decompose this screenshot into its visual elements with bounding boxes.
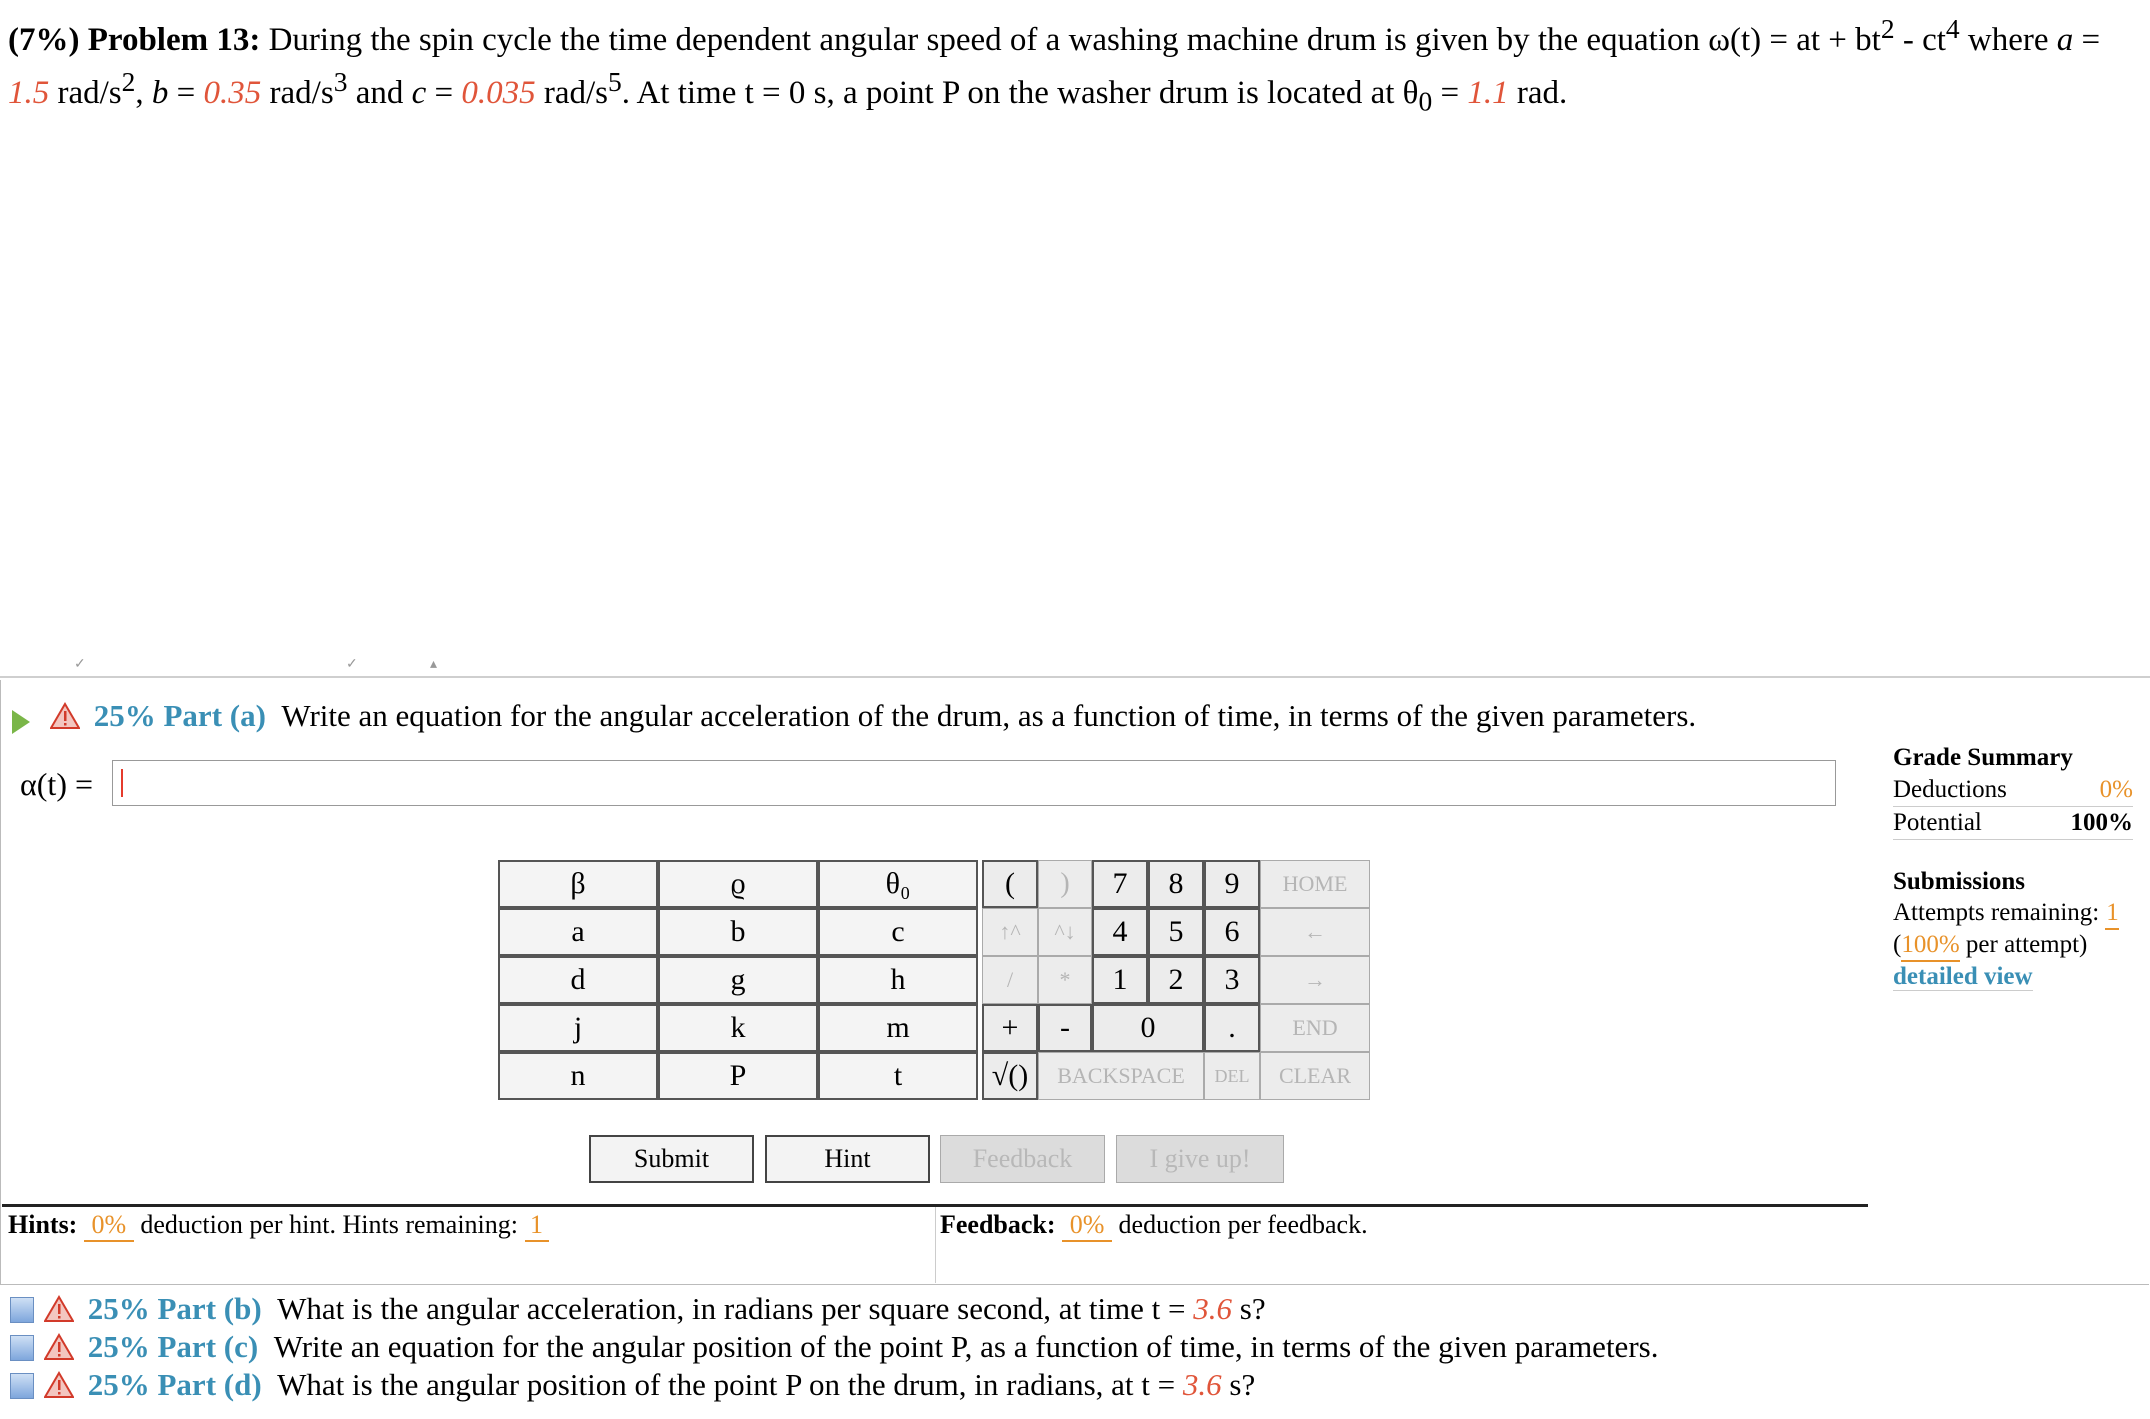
hints-remaining: 1 [525, 1210, 549, 1242]
key-superscript[interactable]: ↑^ [982, 908, 1038, 956]
key-paren-close[interactable]: ) [1038, 860, 1092, 908]
collapsed-part-icon[interactable] [10, 1297, 34, 1323]
part-a-label: Part (a) [163, 698, 266, 733]
problem-weight: (7%) [8, 22, 80, 58]
collapsed-part-icon[interactable] [10, 1373, 34, 1399]
grade-summary: Grade Summary Deductions 0% Potential 100% Submissions Attempts remaining: 1 (100% per attempt) detailed view [1893, 744, 2133, 990]
part-a-header [50, 698, 1696, 734]
play-icon[interactable] [12, 710, 30, 734]
key-right-arrow[interactable]: → [1260, 956, 1370, 1004]
part-b-time: 3.6 [1193, 1291, 1233, 1326]
part-d-header[interactable]: 25% Part (d) What is the angular position of the point P on the drum, in radians, at t = 3.6 s? [10, 1367, 1255, 1403]
key-del[interactable]: DEL [1204, 1052, 1260, 1100]
submit-button[interactable]: Submit [589, 1135, 754, 1183]
key-k[interactable]: k [658, 1004, 818, 1052]
warning-icon [44, 1295, 74, 1323]
key-h[interactable]: h [818, 956, 978, 1004]
feedback-info: Feedback: 0% deduction per feedback. [940, 1210, 1368, 1242]
key-1[interactable]: 1 [1092, 956, 1148, 1004]
key-theta0[interactable]: θ₀ [818, 860, 978, 908]
key-decimal[interactable]: . [1204, 1004, 1260, 1052]
key-multiply[interactable]: * [1038, 956, 1092, 1004]
key-left-arrow[interactable]: ← [1260, 908, 1370, 956]
key-d[interactable]: d [498, 956, 658, 1004]
part-d-time: 3.6 [1182, 1367, 1222, 1402]
part-c-header[interactable]: 25% Part (c) Write an equation for the angular position of the point P, as a function of time, in terms of the given parameters. [10, 1329, 1658, 1365]
key-plus[interactable]: + [982, 1004, 1038, 1052]
detailed-view-link[interactable]: detailed view [1893, 963, 2033, 990]
key-clear[interactable]: CLEAR [1260, 1052, 1370, 1100]
problem-text-1: During the spin cycle the time dependent angular speed of a washing machine drum is given by the equation ω(t) = at + bt [268, 22, 1881, 58]
hint-button[interactable]: Hint [765, 1135, 930, 1183]
key-subscript[interactable]: ^↓ [1038, 908, 1092, 956]
deductions-value: 0% [2099, 776, 2133, 803]
key-7[interactable]: 7 [1092, 860, 1148, 908]
key-3[interactable]: 3 [1204, 956, 1260, 1004]
key-beta[interactable]: β [498, 860, 658, 908]
param-b-value: 0.35 [203, 75, 262, 111]
key-5[interactable]: 5 [1148, 908, 1204, 956]
answer-label: α(t) = [20, 766, 94, 802]
key-g[interactable]: g [658, 956, 818, 1004]
key-paren-open[interactable]: ( [982, 860, 1038, 908]
give-up-button[interactable]: I give up! [1116, 1135, 1284, 1183]
key-a[interactable]: a [498, 908, 658, 956]
key-P[interactable]: P [658, 1052, 818, 1100]
key-rho[interactable]: ϱ [658, 860, 818, 908]
grade-summary-title: Grade Summary [1893, 744, 2073, 771]
key-8[interactable]: 8 [1148, 860, 1204, 908]
section-divider [0, 676, 2150, 678]
warning-icon [44, 1333, 74, 1361]
key-c[interactable]: c [818, 908, 978, 956]
per-attempt-value: 100% [1901, 930, 1959, 962]
param-c-value: 0.035 [461, 75, 536, 111]
warning-icon [44, 1371, 74, 1399]
key-4[interactable]: 4 [1092, 908, 1148, 956]
key-t[interactable]: t [818, 1052, 978, 1100]
key-6[interactable]: 6 [1204, 908, 1260, 956]
key-m[interactable]: m [818, 1004, 978, 1052]
potential-value: 100% [2070, 809, 2133, 836]
key-sqrt[interactable]: √() [982, 1052, 1038, 1100]
key-home[interactable]: HOME [1260, 860, 1370, 908]
problem-title: Problem 13: [87, 22, 261, 58]
key-backspace[interactable]: BACKSPACE [1038, 1052, 1204, 1100]
hints-info: Hints: 0% deduction per hint. Hints remaining: 1 [8, 1210, 549, 1242]
key-minus[interactable]: - [1038, 1004, 1092, 1052]
feedback-deduction: 0% [1062, 1210, 1112, 1242]
part-b-header[interactable]: 25% Part (b) What is the angular acceleration, in radians per square second, at time t = 3.6 s? [10, 1291, 1266, 1327]
key-9[interactable]: 9 [1204, 860, 1260, 908]
key-j[interactable]: j [498, 1004, 658, 1052]
feedback-button[interactable]: Feedback [940, 1135, 1105, 1183]
collapsed-part-icon[interactable] [10, 1335, 34, 1361]
hint-deduction: 0% [84, 1210, 134, 1242]
key-b[interactable]: b [658, 908, 818, 956]
part-a-text: Write an equation for the angular acceleration of the drum, as a function of time, in terms of the given parameters. [281, 698, 1697, 733]
key-n[interactable]: n [498, 1052, 658, 1100]
key-0[interactable]: 0 [1092, 1004, 1204, 1052]
problem-statement: (7%) Problem 13: During the spin cycle the time dependent angular speed of a washing machine drum is given by the equation ω(t) = at + $bt^2 - ct^4$ where a = 1.5 rad/$s^2$, b = 0.35 rad/$s^3$ and c = 0.035 rad/$s^5$. At time t = 0 s, a point P on the washer drum is located at $\theta_0 = 1.1$ rad. [8, 13, 2101, 117]
submissions-title: Submissions [1893, 868, 2026, 895]
warning-icon [50, 702, 80, 730]
part-a-percent: 25% [93, 698, 156, 733]
key-end[interactable]: END [1260, 1004, 1370, 1052]
attempts-remaining: 1 [2105, 898, 2119, 930]
answer-input[interactable] [112, 760, 1836, 806]
key-divide[interactable]: / [982, 956, 1038, 1004]
key-2[interactable]: 2 [1148, 956, 1204, 1004]
param-a-value: 1.5 [8, 75, 50, 111]
text-caret [121, 769, 123, 797]
param-theta-value: 1.1 [1467, 75, 1509, 111]
